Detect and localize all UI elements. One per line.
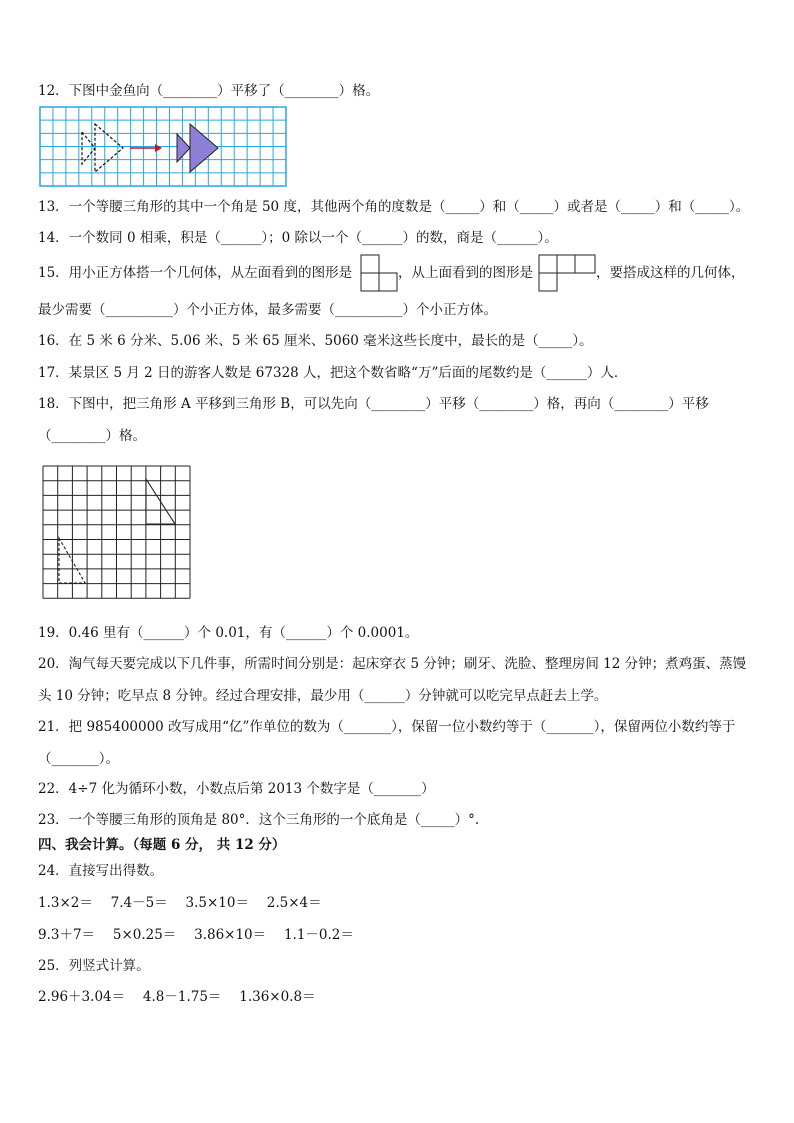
question-15-line-2: 最少需要（__________）个小正方体，最多需要（__________）个小正方体。 [38, 302, 497, 318]
question-25-row-1: 2.96＋3.04＝ 4.8－1.75＝ 1.36×0.8＝ [38, 989, 316, 1005]
question-24-row-1: 1.3×2＝ 7.4－5＝ 3.5×10＝ 2.5×4＝ [38, 895, 322, 911]
question-22: 22．4÷7 化为循环小数，小数点后第 2013 个数字是（_______） [38, 781, 435, 797]
question-19: 19．0.46 里有（______）个 0.01，有（______）个 0.0001。 [38, 625, 419, 641]
fish-moved-body [190, 124, 218, 172]
question-13: 13．一个等腰三角形的其中一个角是 50 度，其他两个角的度数是（_____）和（_____）或者是（_____）和（_____）。 [38, 199, 750, 215]
fish-moved-tail [177, 134, 190, 162]
fish-original-outline [95, 124, 123, 172]
question-15-part-b: ，从上面看到的图形是 [398, 265, 533, 281]
top-view-figure [538, 254, 596, 292]
question-18-line-2: （________）格。 [38, 428, 146, 444]
question-18-line-1: 18．下图中，把三角形 A 平移到三角形 B，可以先向（________）平移（________）格，再向（________）平移 [38, 396, 709, 412]
question-14: 14．一个数同 0 相乘，积是（______）；0 除以一个（______）的数，商是（______）。 [38, 230, 558, 246]
left-view-figure [360, 254, 398, 292]
question-21-line-1: 21．把 985400000 改写成用“亿”作单位的数为（_______），保留一位小数约等于（_______），保留两位小数约等于 [38, 719, 736, 735]
question-20-line-2: 头 10 分钟；吃早点 8 分钟。经过合理安排，最少用（______）分钟就可以吃完早点赶去上学。 [38, 688, 608, 704]
question-25: 25．列竖式计算。 [38, 958, 150, 974]
question-15-part-a: 15．用小正方体搭一个几何体，从左面看到的图形是 [38, 265, 353, 281]
question-20-line-1: 20．淘气每天要完成以下几件事，所需时间分别是：起床穿衣 5 分钟；刷牙、洗脸、整理房间 12 分钟；煮鸡蛋、蒸馒 [38, 656, 747, 672]
question-15-part-c: ，要搭成这样的几何体， [596, 265, 745, 281]
fish-grid-figure [38, 104, 288, 188]
fish-grid [40, 107, 286, 186]
question-17: 17．某景区 5 月 2 日的游客人数是 67328 人，把这个数省略“万”后面的尾数约是（______）人． [38, 365, 628, 381]
translation-grid-figure [40, 464, 192, 604]
move-arrow-head [155, 144, 162, 152]
question-12: 12．下图中金鱼向（________）平移了（________）格。 [38, 83, 380, 99]
question-24-row-2: 9.3＋7＝ 5×0.25＝ 3.86×10＝ 1.1－0.2＝ [38, 927, 354, 943]
question-16: 16．在 5 米 6 分米、5.06 米、5 米 65 厘米、5060 毫米这些长度中，最长的是（_____）。 [38, 333, 593, 349]
question-24: 24．直接写出得数。 [38, 863, 164, 879]
question-21-line-2: （_______）。 [38, 751, 119, 767]
question-23: 23．一个等腰三角形的顶角是 80°．这个三角形的一个底角是（_____）°． [38, 812, 489, 828]
section-4-heading: 四、我会计算。（每题 6 分， 共 12 分） [38, 837, 286, 853]
